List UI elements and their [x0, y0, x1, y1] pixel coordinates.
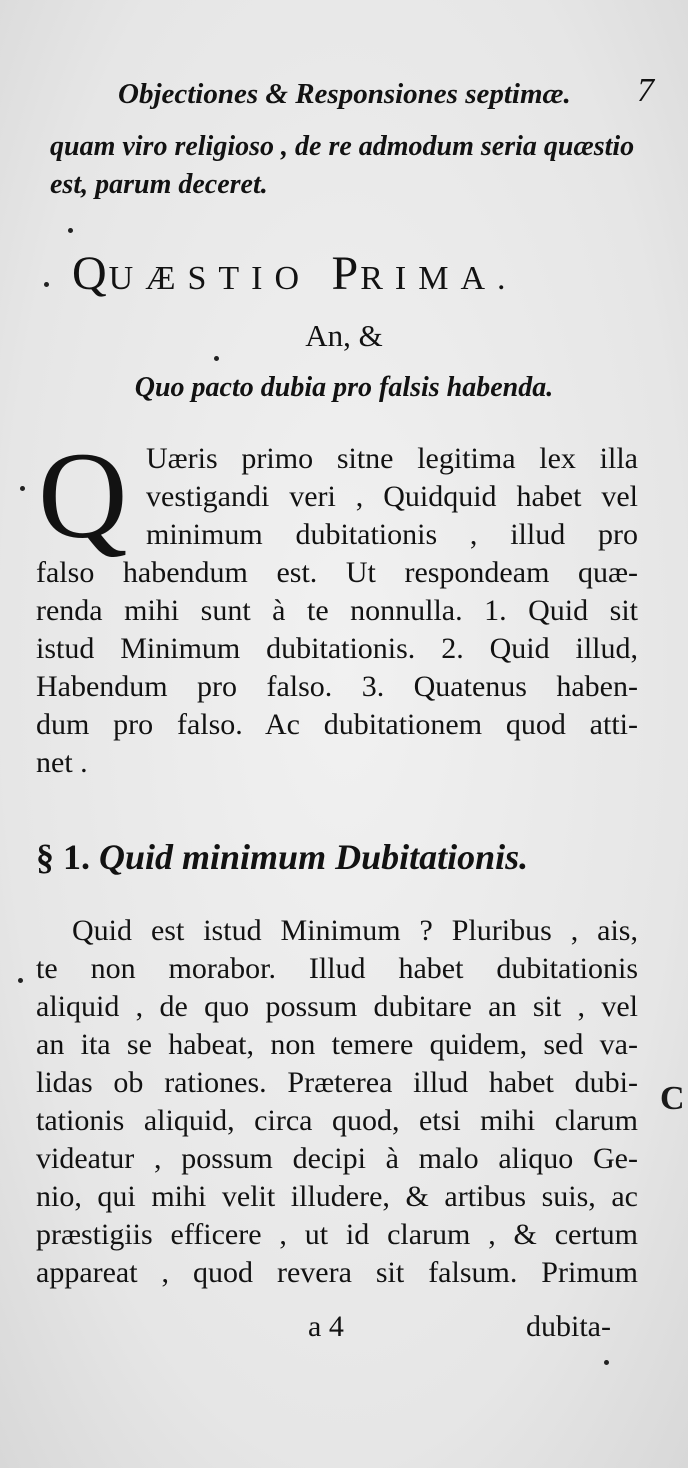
title-rest-1: UÆSTIO: [108, 260, 332, 297]
page-header: [118, 72, 658, 122]
paragraph-2: [36, 912, 638, 1292]
ink-speck: [214, 356, 219, 361]
paragraph-1: [36, 554, 638, 782]
ink-speck: [20, 486, 25, 491]
section-heading: [36, 836, 646, 878]
text-line: lidas ob rationes. Præterea illud habet dubi-: [36, 1066, 638, 1099]
drop-cap: Q: [38, 427, 128, 564]
question-subtitle: An, &: [305, 318, 383, 353]
intro-line: est, parum deceret.: [50, 169, 268, 200]
running-head: Objectiones & Responsiones septimæ.: [118, 78, 571, 110]
text-line: præstigiis efficere , ut id clarum , & certum: [36, 1218, 638, 1251]
text-line: videatur , possum decipi à malo aliquo Ge-: [36, 1142, 638, 1175]
question-italic-subtitle: Quo pacto dubia pro falsis habenda.: [134, 372, 554, 403]
text-line: appareat , quod revera sit falsum. Primum: [36, 1256, 638, 1289]
title-rest-2: RIMA.: [360, 260, 518, 297]
intro-line: quam viro religioso , de re admodum seria quæstio: [50, 131, 635, 162]
text-line: dum pro falso. Ac dubitationem quod atti-: [36, 708, 638, 741]
section-number: § 1.: [36, 837, 90, 877]
text-line: te non morabor. Illud habet dubitationis: [36, 952, 638, 985]
title-cap-q: Q: [72, 247, 109, 300]
page-number: 7: [637, 72, 654, 109]
text-line: falso habendum est. Ut respondeam quæ-: [36, 556, 638, 589]
text-line: Quid est istud Minimum ? Pluribus , ais,: [72, 914, 638, 947]
ink-speck: [68, 228, 73, 233]
text-line: vestigandi veri , Quidquid habet vel: [146, 480, 638, 513]
bleed-through-letter: C: [660, 1080, 685, 1117]
text-line: aliquid , de quo possum dubitare an sit , vel: [36, 990, 638, 1023]
text-line: Uæris primo sitne legitima lex illa: [146, 442, 638, 475]
question-title: [72, 246, 672, 301]
ink-speck: [18, 978, 23, 983]
page-footer: [0, 1310, 688, 1350]
text-line: istud Minimum dubitationis. 2. Quid illud,: [36, 632, 638, 665]
ink-speck: [604, 1360, 609, 1365]
paragraph-1-dropcap-lines: [146, 440, 638, 554]
text-line: net .: [36, 746, 88, 779]
text-line: nio, qui mihi velit illudere, & artibus suis, ac: [36, 1180, 638, 1213]
text-line: renda mihi sunt à te nonnulla. 1. Quid sit: [36, 594, 638, 627]
signature-mark: a 4: [308, 1310, 344, 1343]
section-title: Quid minimum Dubitationis.: [99, 837, 529, 877]
text-line: minimum dubitationis , illud pro: [146, 518, 638, 551]
catchword: dubita-: [526, 1310, 611, 1343]
ink-speck: [44, 282, 49, 287]
intro-text: [50, 128, 650, 204]
text-line: Habendum pro falso. 3. Quatenus haben-: [36, 670, 638, 703]
text-line: tationis aliquid, circa quod, etsi mihi clarum: [36, 1104, 638, 1137]
title-cap-p: P: [331, 247, 361, 300]
text-line: an ita se habeat, non temere quidem, sed va-: [36, 1028, 638, 1061]
